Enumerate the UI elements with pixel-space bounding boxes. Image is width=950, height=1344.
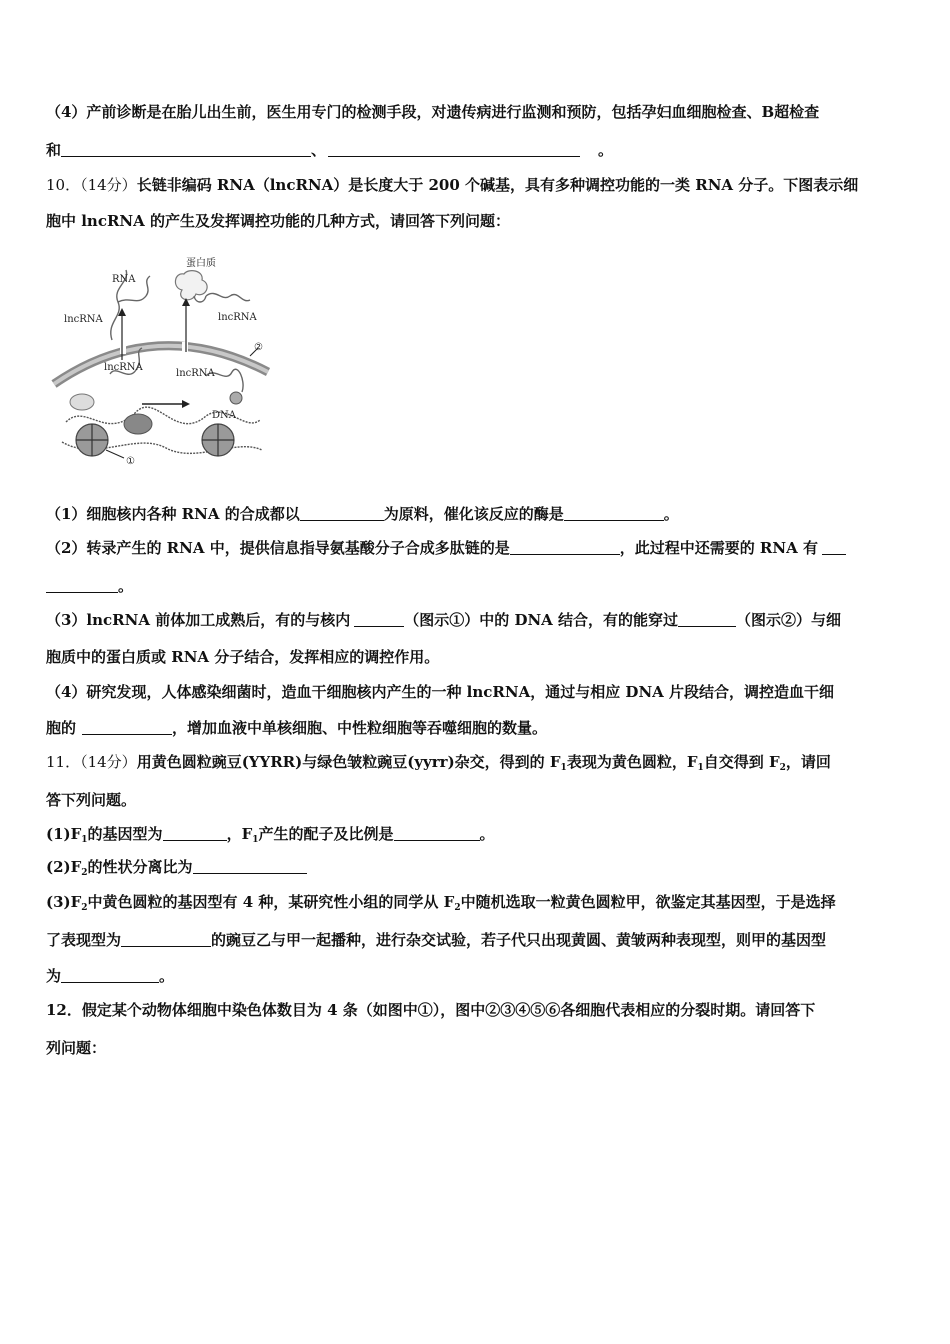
label-protein: 蛋白质 [186,258,216,269]
answer-blank[interactable] [822,539,846,555]
q11-p3-end: 。 [159,967,175,985]
q10-p3-text2: （图示①）中的 DNA 结合，有的能穿过 [404,611,679,629]
q11-stem-text3: 自交得到 F [703,753,780,771]
q10-p3-text4: 胞质中的蛋白质或 RNA 分子结合，发挥相应的调控作用。 [46,648,440,666]
q10-part3-line1 [46,610,906,630]
q11-p2-text2: 的性状分离比为 [87,858,193,876]
q11-number: 11． [46,753,81,771]
q10-part4-line2 [46,718,906,738]
q10-number: 10． [46,176,81,194]
molecule [70,394,94,410]
q11-stem-line2 [46,790,906,810]
q11-p3-text3: 中随机选取一粒黄色圆粒甲，欲鉴定其基因型，于是选择 [460,893,836,911]
q11-part3-line2 [46,930,906,950]
answer-blank[interactable] [394,825,480,841]
q10-stem-line2 [46,211,906,231]
q10-part2-line2 [46,576,906,596]
q11-p3-text5: 的豌豆乙与甲一起播种，进行杂交试验，若子代只出现黄圆、黄皱两种表现型，则甲的基因型 [211,931,827,949]
label-lncrna-mid-left: lncRNA [104,362,143,373]
q10-score: （14分） [80,176,137,194]
subscript: 1 [81,835,88,845]
label-marker-2: ② [254,342,263,353]
q10-p4-text: （4）研究发现，人体感染细菌时，造血干细胞核内产生的一种 lncRNA，通过与相应 DNA 片段结合，调控造血干细 [46,683,835,701]
answer-blank[interactable] [61,141,311,157]
label-dna: DNA [212,410,236,421]
q11-p1-text3: ，F [226,825,253,843]
label-lncrna-top-right: lncRNA [218,312,257,323]
answer-blank[interactable] [328,141,580,157]
q12-stem-line2 [46,1038,906,1058]
arrow-head [182,400,190,408]
q10-p3-text3: （图示②）与细 [736,611,842,629]
q10-p4-text2: 胞的 [46,719,77,737]
q11-stem-line1 [46,752,906,772]
enzyme-blob [124,414,152,434]
q10-part4-line1 [46,682,906,702]
q11-stem-text2: 表现为黄色圆粒，F [566,753,698,771]
q11-p1-end: 。 [479,825,495,843]
subscript: 2 [81,868,88,878]
label-rna: RNA [112,274,136,285]
q11-score: （14分） [80,753,137,771]
lncrna-strand [194,296,206,302]
q10-stem-line1 [46,175,906,195]
answer-blank[interactable] [121,931,211,947]
answer-blank[interactable] [354,611,404,627]
q11-p2-text: (2)F [46,858,82,876]
nuclear-envelope-inner [54,346,268,384]
subscript: 1 [560,763,567,773]
q11-part3-line3 [46,966,906,986]
q9-part4-line2 [46,140,906,160]
q11-p3-text2: 中黄色圆粒的基因型有 4 种，某研究性小组的同学从 F [87,893,455,911]
q10-p1-text2: 为原料，催化该反应的酶是 [383,505,564,523]
answer-blank[interactable] [564,505,664,521]
q10-part2-line1 [46,538,906,558]
q12-stem-text: 12．假定某个动物体细胞中染色体数目为 4 条（如图中①），图中②③④⑤⑥各细胞代表相应的分裂时期。请回答下 [46,1001,816,1019]
leader-line [106,450,124,458]
q9-part4-end: 。 [598,141,614,159]
q9-part4-line1 [46,102,906,122]
q11-part1 [46,824,906,844]
q11-stem-text4: ，请回 [785,753,831,771]
lncrna-diagram [46,252,276,474]
q9-part4-prefix: 和 [46,141,62,159]
q11-p1-text: (1)F [46,825,82,843]
q10-p2-end: 。 [118,577,134,595]
q10-p4-text3: ，增加血液中单核细胞、中性粒细胞等吞噬细胞的数量。 [172,719,548,737]
q10-p2-text2: ，此过程中还需要的 RNA 有 [619,539,818,557]
answer-blank[interactable] [61,967,159,983]
answer-blank[interactable] [510,539,620,555]
q10-p1-text: （1）细胞核内各种 RNA 的合成都以 [46,505,300,523]
q9-part4-text: （4）产前诊断是在胎儿出生前，医生用专门的检测手段，对遗传病进行监测和预防，包括孕妇血细胞检查、B超检查 [46,103,820,121]
q10-stem-text: 长链非编码 RNA（lncRNA）是长度大于 200 个碱基，具有多种调控功能的一类 RNA 分子。下图表示细 [136,176,859,194]
answer-blank[interactable] [678,611,736,627]
q10-p1-end: 。 [663,505,679,523]
answer-blank[interactable] [300,505,384,521]
lncrna-diagram-svg [46,252,276,474]
q10-p2-text: （2）转录产生的 RNA 中，提供信息指导氨基酸分子合成多肽链的是 [46,539,510,557]
q9-part4-sep: 、 [311,141,327,159]
answer-blank[interactable] [163,825,227,841]
q12-stem-line1 [46,1000,906,1020]
q12-stem-text2: 列问题： [46,1039,107,1057]
subscript: 1 [697,763,704,773]
nuclear-pore [120,344,126,354]
q11-part2 [46,857,906,877]
subscript: 1 [252,835,259,845]
answer-blank[interactable] [193,858,307,874]
protein-blob [175,271,207,300]
q11-stem-text5: 答下列问题。 [46,791,137,809]
q10-p3-text: （3）lncRNA 前体加工成熟后，有的与核内 [46,611,351,629]
nuclear-pore [182,342,188,352]
label-lncrna-top-left: lncRNA [64,314,103,325]
q11-p3-text4: 了表现型为 [46,931,122,949]
molecule [230,392,242,404]
label-lncrna-mid-right: lncRNA [176,368,215,379]
answer-blank[interactable] [46,577,118,593]
subscript: 2 [81,903,88,913]
q11-p1-text2: 的基因型为 [87,825,163,843]
q11-stem-text: 用黄色圆粒豌豆(YYRR)与绿色皱粒豌豆(yyrr)杂交，得到的 F [136,753,561,771]
q11-p3-text6: 为 [46,967,62,985]
answer-blank[interactable] [82,719,172,735]
q10-part3-line2 [46,647,906,667]
q10-stem-text2: 胞中 lncRNA 的产生及发挥调控功能的几种方式，请回答下列问题： [46,212,510,230]
lncrna-strand [206,293,250,300]
subscript: 2 [454,903,461,913]
q11-p3-text: (3)F [46,893,82,911]
q11-part3-line1 [46,892,906,912]
q11-p1-text4: 产生的配子及比例是 [258,825,394,843]
q10-part1 [46,504,906,524]
label-marker-1: ① [126,456,135,467]
subscript: 2 [779,763,786,773]
